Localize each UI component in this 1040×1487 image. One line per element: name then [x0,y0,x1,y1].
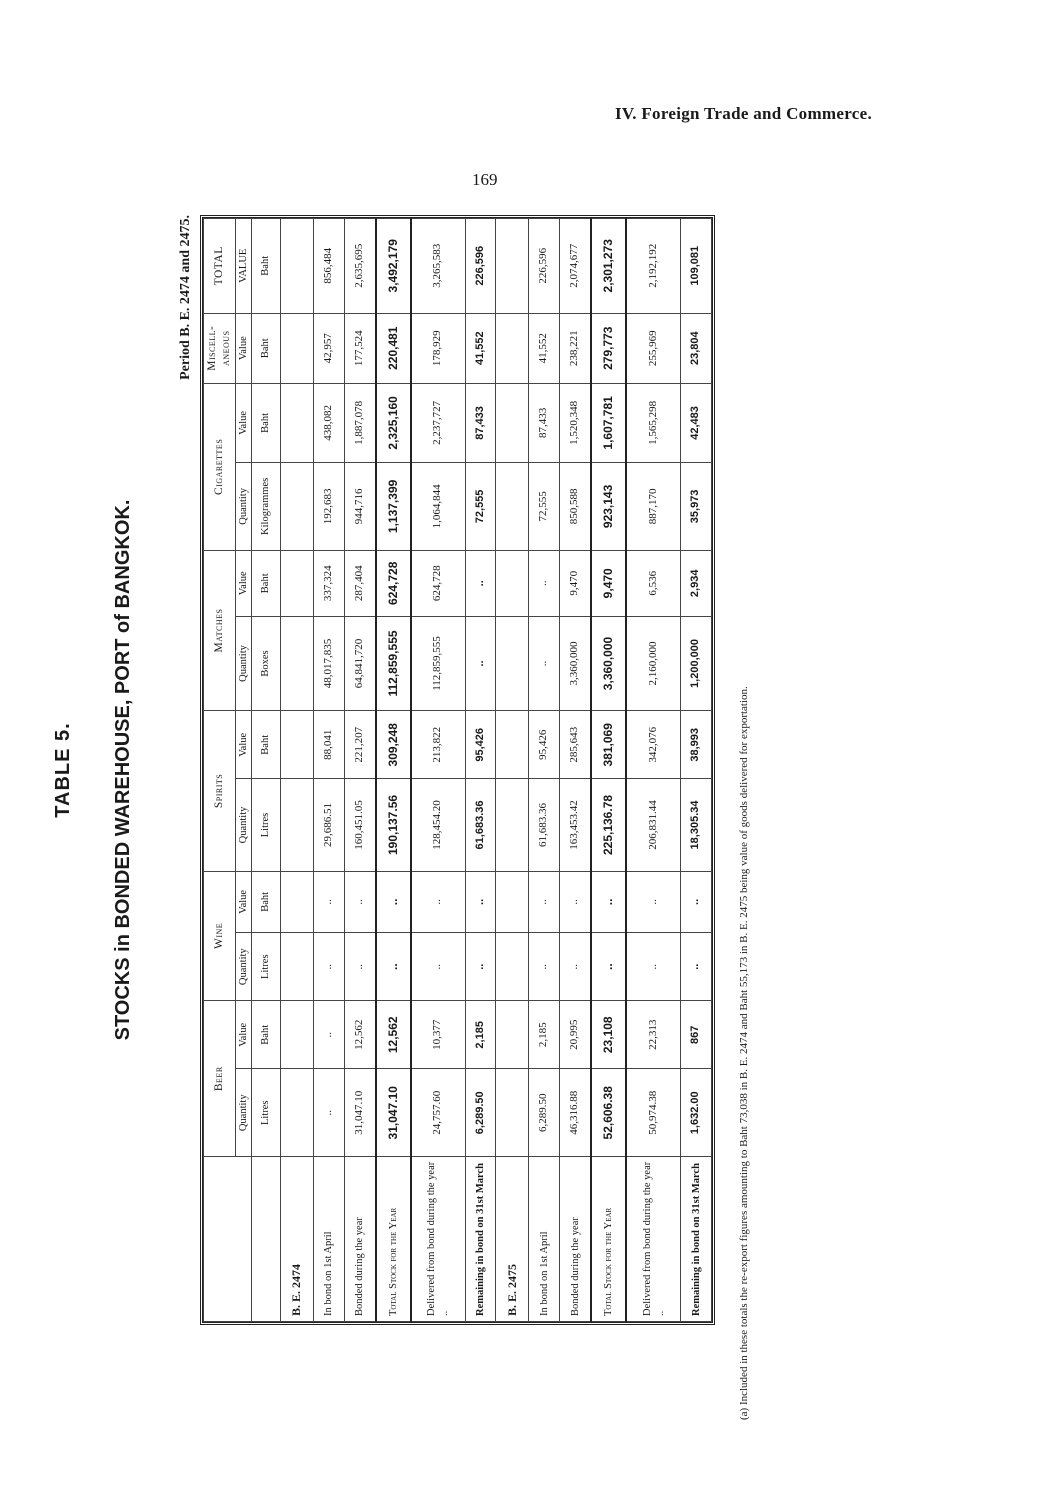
subhead-quantity: Quantity [235,779,251,871]
table-cell: 867 [681,1001,712,1069]
unit-cell: Litres [251,933,280,1001]
subheader-row [235,219,251,1322]
group-cigarettes: Cigarettes [204,383,236,550]
table-cell: .. [560,871,592,933]
row-label: Total Stock for the Year [376,1157,411,1322]
unit-row [251,219,280,1322]
table-cell: 163,453.42 [560,779,592,871]
table-cell: .. [313,933,344,1001]
table-cell: 41,552 [465,313,496,383]
empty-cell [280,550,313,616]
table-cell: .. [313,871,344,933]
table-cell: 9,470 [591,550,626,616]
stocks-table [203,218,712,1322]
unit-cell: Baht [251,1001,280,1069]
table-cell: .. [411,871,466,933]
table-cell: 1,887,078 [344,383,376,462]
empty-cell [496,933,529,1001]
row-label: Delivered from bond during the year .. [626,1157,681,1322]
unit-cell: Baht [251,711,280,779]
table-cell: 213,822 [411,711,466,779]
table-cell: 1,632.00 [681,1069,712,1157]
table-cell: 226,596 [465,219,496,314]
table-cell: 31,047.10 [344,1069,376,1157]
section-year-row [280,219,313,1322]
table-cell: 52,606.38 [591,1069,626,1157]
table-cell: 2,301,273 [591,219,626,314]
empty-cell [496,711,529,779]
table-cell: 309,248 [376,711,411,779]
table-cell: 2,160,000 [626,616,681,710]
table-cell: 38,993 [681,711,712,779]
subhead-quantity: Quantity [235,462,251,550]
unit-label-cell [251,1157,280,1322]
table-cell: .. [344,933,376,1001]
table-cell: 381,069 [591,711,626,779]
table-cell: .. [313,1001,344,1069]
table-row [681,219,712,1322]
group-beer: Beer [204,1001,236,1157]
table-row [465,219,496,1322]
table-cell: 2,192,192 [626,219,681,314]
table-cell: 192,683 [313,462,344,550]
table-cell: .. [591,933,626,1001]
rotated-page [20,205,720,1335]
table-cell: .. [681,933,712,1001]
empty-cell [280,462,313,550]
footnote-text: (a) Included in these totals the re-export figures amounting to Baht 73,038 in B. E. 2474 and Baht 55,173 in B. E. 2475 being value of goods delivered for exportation. [738,686,750,1420]
empty-cell [496,616,529,710]
table-cell: .. [465,933,496,1001]
empty-cell [496,462,529,550]
table-cell: 287,404 [344,550,376,616]
unit-cell: Litres [251,1069,280,1157]
table-cell: 3,360,000 [560,616,592,710]
table-cell: 112,859,555 [411,616,466,710]
table-cell: .. [529,550,560,616]
table-cell: 35,973 [681,462,712,550]
page-number: 169 [472,170,498,189]
table-cell: 624,728 [376,550,411,616]
table-row [376,219,411,1322]
table-cell: 1,520,348 [560,383,592,462]
table-cell: 64,841,720 [344,616,376,710]
table-cell: 9,470 [560,550,592,616]
table-cell: 24,757.60 [411,1069,466,1157]
empty-cell [280,779,313,871]
unit-cell: Kilogrammes [251,462,280,550]
table-cell: 72,555 [465,462,496,550]
row-label: Remaining in bond on 31st March [465,1157,496,1322]
empty-cell [496,871,529,933]
table-cell: 23,804 [681,313,712,383]
table-row [411,219,466,1322]
table-cell: 221,207 [344,711,376,779]
table-cell: 88,041 [313,711,344,779]
row-label: Delivered from bond during the year .. [411,1157,466,1322]
table-cell: 61,683.36 [465,779,496,871]
empty-cell [496,779,529,871]
table-row [626,219,681,1322]
footnote-strip [738,300,758,1430]
group-matches: Matches [204,550,236,710]
empty-cell [280,616,313,710]
period-label: Period B. E. 2474 and 2475. [178,215,193,380]
table-cell: .. [465,616,496,710]
section-year-label: B. E. 2474 [280,1157,313,1322]
table-cell: .. [529,933,560,1001]
table-row [560,219,592,1322]
table-cell: 206,831.44 [626,779,681,871]
table-cell: 177,524 [344,313,376,383]
table-row [529,219,560,1322]
unit-cell: Litres [251,779,280,871]
empty-cell [280,1001,313,1069]
empty-cell [280,313,313,383]
table-cell: 10,377 [411,1001,466,1069]
page-header: IV. Foreign Trade and Commerce. [614,104,872,123]
table-cell: 2,185 [529,1001,560,1069]
table-cell: 20,995 [560,1001,592,1069]
table-cell: 342,076 [626,711,681,779]
table-cell: 923,143 [591,462,626,550]
table-cell: .. [376,933,411,1001]
section-year-label: B. E. 2475 [496,1157,529,1322]
table-cell: .. [376,871,411,933]
subhead-value: Value [235,711,251,779]
table-cell: 3,360,000 [591,616,626,710]
table-cell: 2,185 [465,1001,496,1069]
table-cell: 109,081 [681,219,712,314]
table-row [313,219,344,1322]
table-cell: 2,074,677 [560,219,592,314]
table-cell: 1,565,298 [626,383,681,462]
empty-cell [280,219,313,314]
table-cell: 128,454.20 [411,779,466,871]
unit-cell: Baht [251,383,280,462]
table-title: STOCKS in BONDED WAREHOUSE, PORT of BANGKOK. [112,499,134,1041]
label-header [204,1157,252,1322]
table-cell: .. [529,616,560,710]
table-cell: 1,607,781 [591,383,626,462]
row-label: Remaining in bond on 31st March [681,1157,712,1322]
table-cell: 2,237,727 [411,383,466,462]
table-cell: 2,934 [681,550,712,616]
subhead-value: Value [235,1001,251,1069]
table-cell: 29,686.51 [313,779,344,871]
table-cell: .. [560,933,592,1001]
empty-cell [496,313,529,383]
empty-cell [280,933,313,1001]
subhead-value: Value [235,871,251,933]
group-spirits: Spirits [204,711,236,871]
table-cell: 285,643 [560,711,592,779]
table-cell: 279,773 [591,313,626,383]
table-cell: 6,536 [626,550,681,616]
row-label: Bonded during the year [560,1157,592,1322]
table-cell: 2,635,695 [344,219,376,314]
subhead-value: Value [235,383,251,462]
table-cell: 23,108 [591,1001,626,1069]
table-cell: 72,555 [529,462,560,550]
table-cell: .. [591,871,626,933]
unit-cell: Baht [251,871,280,933]
table-cell: 438,082 [313,383,344,462]
table-cell: 31,047.10 [376,1069,411,1157]
table-cell: .. [411,933,466,1001]
table-cell: .. [626,933,681,1001]
empty-cell [280,711,313,779]
table-cell: .. [313,1069,344,1157]
table-cell: .. [529,871,560,933]
unit-cell: Baht [251,550,280,616]
table-cell: 1,200,000 [681,616,712,710]
table-cell: 226,596 [529,219,560,314]
table-cell: 856,484 [313,219,344,314]
table-cell: 337,324 [313,550,344,616]
table-row [344,219,376,1322]
unit-cell: Boxes [251,616,280,710]
unit-cell: Baht [251,313,280,383]
table-cell: 12,562 [376,1001,411,1069]
table-cell: 255,969 [626,313,681,383]
unit-cell: Baht [251,219,280,314]
table-body [251,219,711,1322]
subhead-quantity: Quantity [235,616,251,710]
empty-cell [496,1001,529,1069]
table-cell: 50,974.38 [626,1069,681,1157]
empty-cell [496,219,529,314]
table-cell: 61,683.36 [529,779,560,871]
empty-cell [496,1069,529,1157]
empty-cell [496,550,529,616]
table-cell: .. [465,550,496,616]
row-label: Total Stock for the Year [591,1157,626,1322]
subhead-quantity: Quantity [235,933,251,1001]
table-cell: 42,483 [681,383,712,462]
table-cell: 95,426 [529,711,560,779]
table-cell: 1,137,399 [376,462,411,550]
subhead-value: Value [235,313,251,383]
table-cell: 160,451.05 [344,779,376,871]
table-cell: 18,305.34 [681,779,712,871]
table-row [591,219,626,1322]
table-cell: 3,265,583 [411,219,466,314]
table-cell: 624,728 [411,550,466,616]
empty-cell [280,383,313,462]
table-cell: 1,064,844 [411,462,466,550]
table-cell: 42,957 [313,313,344,383]
table-cell: 887,170 [626,462,681,550]
group-total: TOTAL [204,219,236,314]
table-cell: 850,588 [560,462,592,550]
table-cell: 225,136.78 [591,779,626,871]
section-year-row [496,219,529,1322]
table-cell: 87,433 [465,383,496,462]
table-cell: 944,716 [344,462,376,550]
row-label: Bonded during the year [344,1157,376,1322]
table-cell: 190,137.56 [376,779,411,871]
subhead-quantity: Quantity [235,1069,251,1157]
table-cell: 178,929 [411,313,466,383]
empty-cell [496,383,529,462]
table-cell: 95,426 [465,711,496,779]
subhead-total-value: VALUE [235,219,251,314]
table-cell: 48,017,835 [313,616,344,710]
table-cell: 87,433 [529,383,560,462]
group-wine: Wine [204,871,236,1001]
stocks-table-frame [200,215,715,1325]
empty-cell [280,871,313,933]
table-cell: .. [465,871,496,933]
table-cell: 238,221 [560,313,592,383]
row-label: In bond on 1st April [313,1157,344,1322]
table-cell: 6,289.50 [465,1069,496,1157]
subhead-value: Value [235,550,251,616]
table-cell: .. [626,871,681,933]
table-cell: 6,289.50 [529,1069,560,1157]
table-cell: 22,313 [626,1001,681,1069]
table-cell: 2,325,160 [376,383,411,462]
table-cell: 41,552 [529,313,560,383]
table-cell: .. [681,871,712,933]
row-label: In bond on 1st April [529,1157,560,1322]
empty-cell [280,1069,313,1157]
table-cell: 112,859,555 [376,616,411,710]
group-header-row [204,219,236,1322]
table-cell: 220,481 [376,313,411,383]
group-misc: Miscell-aneous [204,313,236,383]
table-number: TABLE 5. [52,722,74,818]
table-cell: 3,492,179 [376,219,411,314]
table-cell: .. [344,871,376,933]
table-cell: 46,316.88 [560,1069,592,1157]
table-cell: 12,562 [344,1001,376,1069]
